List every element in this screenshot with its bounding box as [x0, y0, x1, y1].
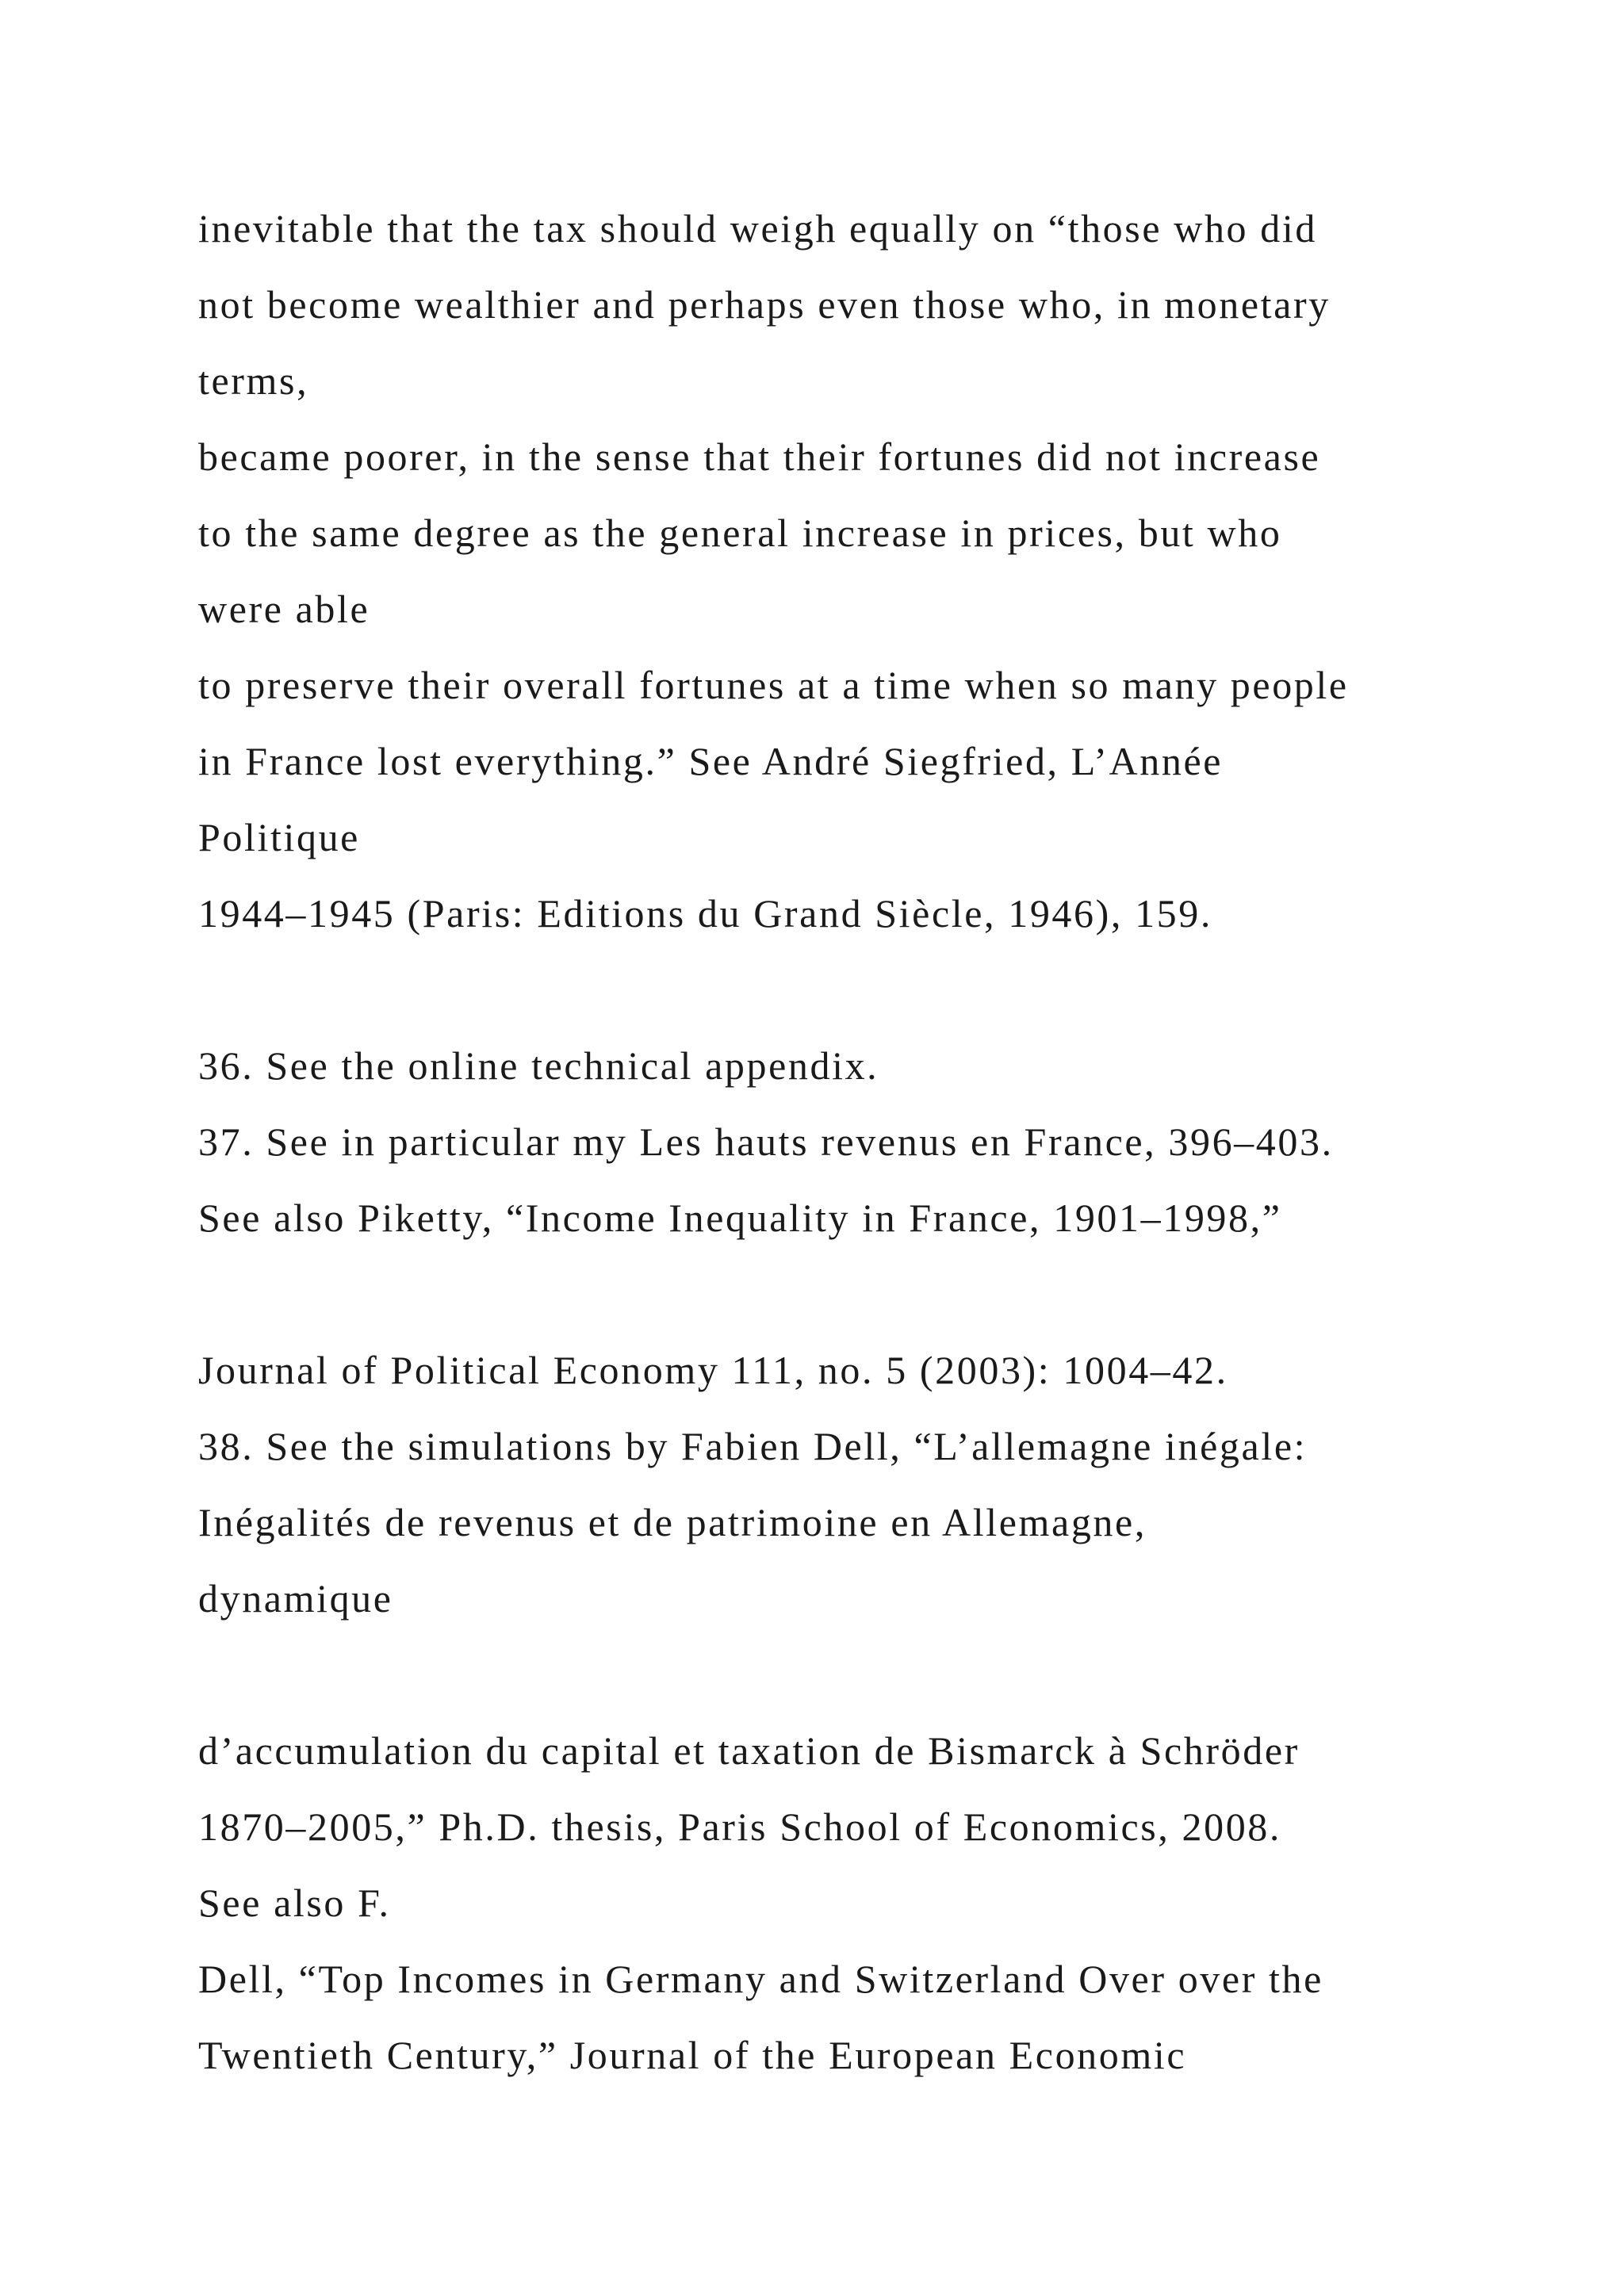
text-line: became poorer, in the sense that their fortunes did not increase: [198, 434, 1321, 479]
text-line: 1870–2005,” Ph.D. thesis, Paris School of Economics, 2008.: [198, 1804, 1282, 1849]
footnote-36: 36. See the online technical appendix.: [198, 1043, 879, 1088]
text-line: in France lost everything.” See André Siegfried, L’Année: [198, 739, 1224, 783]
text-line: 1944–1945 (Paris: Editions du Grand Siècle, 1946), 159.: [198, 891, 1212, 936]
text-line: to preserve their overall fortunes at a time when so many people: [198, 663, 1349, 707]
blank-line: [198, 1256, 1546, 1332]
text-line: See also Piketty, “Income Inequality in France, 1901–1998,”: [198, 1196, 1282, 1240]
blank-line: [198, 951, 1546, 1027]
text-line: Twentieth Century,” Journal of the European Economic: [198, 2033, 1187, 2077]
footnote-37: 37. See in particular my Les hauts revenus en France, 396–403.: [198, 1119, 1334, 1164]
text-line: d’accumulation du capital et taxation de Bismarck à Schröder: [198, 1728, 1300, 1773]
text-line: terms,: [198, 358, 309, 403]
text-line: were able: [198, 587, 370, 631]
blank-line: [198, 1636, 1546, 1712]
text-line: not become wealthier and perhaps even those who, in monetary: [198, 282, 1331, 327]
text-line: See also F.: [198, 1881, 391, 1925]
text-line: to the same degree as the general increase in prices, but who: [198, 511, 1282, 555]
text-line: Inégalités de revenus et de patrimoine en Allemagne,: [198, 1500, 1147, 1544]
footnotes-text-block: [198, 190, 1546, 2093]
text-line: inevitable that the tax should weigh equally on “those who did: [198, 206, 1317, 251]
text-line: Dell, “Top Incomes in Germany and Switzerland Over over the: [198, 1957, 1323, 2001]
footnote-38: 38. See the simulations by Fabien Dell, “L’allemagne inégale:: [198, 1424, 1308, 1468]
text-line: dynamique: [198, 1576, 393, 1621]
text-line: Politique: [198, 815, 360, 859]
text-line: Journal of Political Economy 111, no. 5 (2003): 1004–42.: [198, 1348, 1228, 1392]
